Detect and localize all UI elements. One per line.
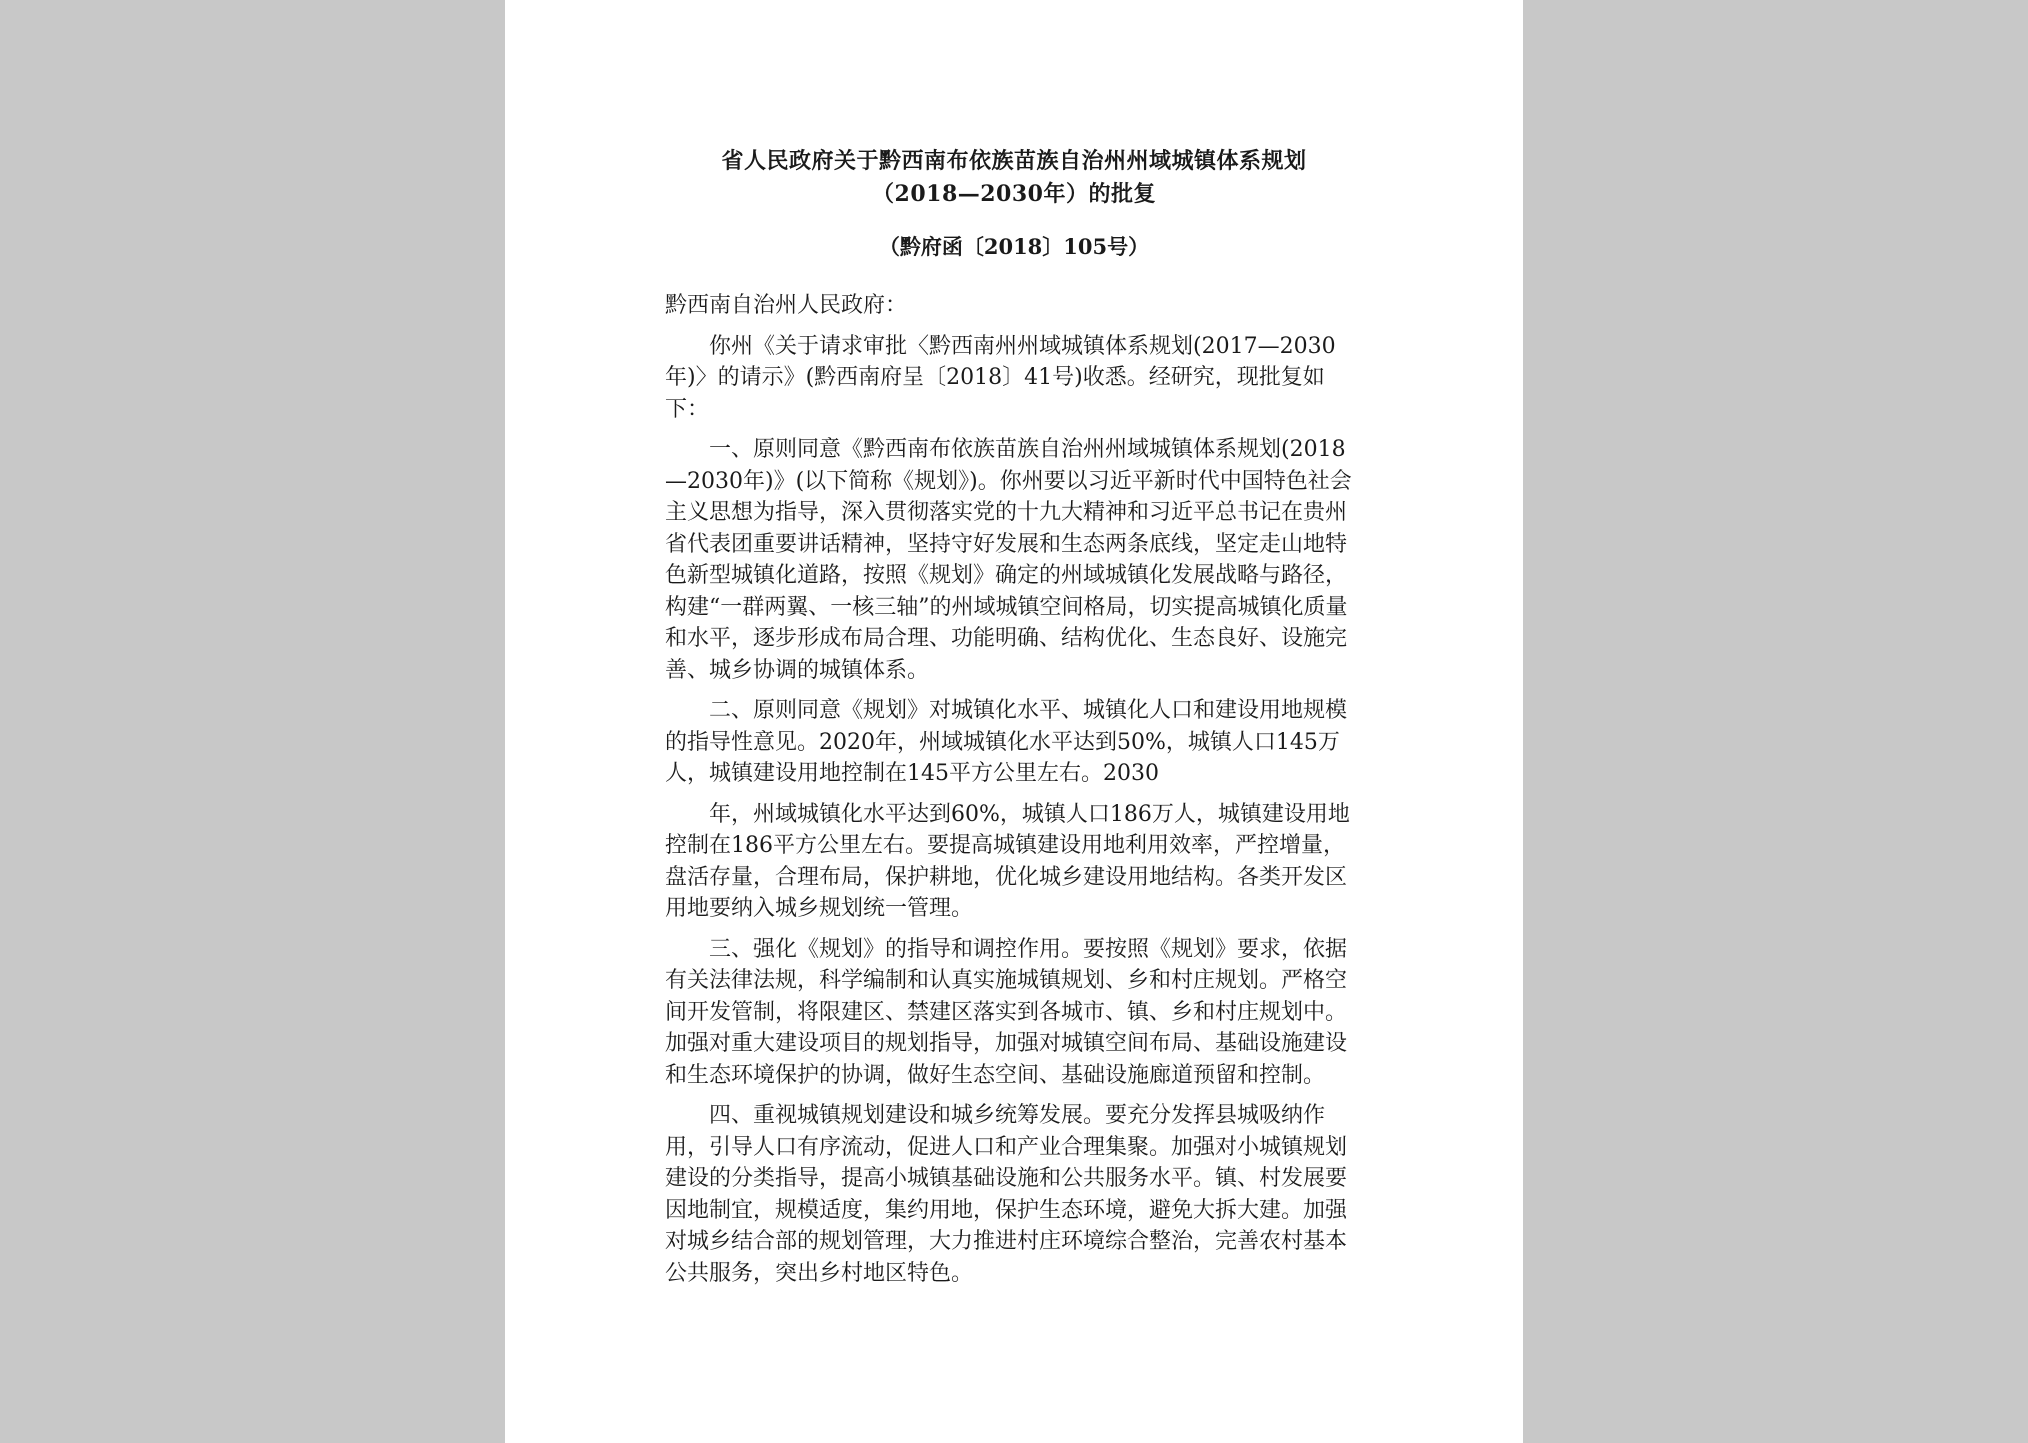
document-number: （黔府函〔2018〕105号）: [878, 234, 1150, 259]
title-line-2: （2018—2030年）的批复: [872, 181, 1156, 207]
salutation: 黔西南自治州人民政府：: [665, 293, 908, 318]
paragraph-one: 一、原则同意《黔西南布依族苗族自治州州域城镇体系规划(2018—2030年)》(以下简称《规划》)。你州要以习近平新时代中国特色社会主义思想为指导，深入贯彻落实党的十九大精神和习近平总书记在贵州省代表团重要讲话精神，坚持守好发展和生态两条底线，坚定走山地特色新型城镇化道路，按照《规划》确定的州域城镇化发展战略与路径，构建“一群两翼、一核三轴”的州域城镇空间格局，切实提高城镇化质量和水平，逐步形成布局合理、功能明确、结构优化、生态良好、设施完善、城乡协调的城镇体系。: [665, 437, 1352, 683]
paragraph-intro: 你州《关于请求审批〈黔西南州州域城镇体系规划(2017—2030年)〉的请示》(黔西南府呈〔2018〕41号)收悉。经研究，现批复如下：: [665, 333, 1336, 422]
paragraph-four: 四、重视城镇规划建设和城乡统筹发展。要充分发挥县城吸纳作用，引导人口有序流动，促进人口和产业合理集聚。加强对小城镇规划建设的分类指导，提高小城镇基础设施和公共服务水平。镇、村发展要因地制宜，规模适度，集约用地，保护生态环境，避免大拆大建。加强对城乡结合部的规划管理，大力推进村庄环境综合整治，完善农村基本公共服务，突出乡村地区特色。: [665, 1103, 1348, 1286]
paragraph-two: 二、原则同意《规划》对城镇化水平、城镇化人口和建设用地规模的指导性意见。2020年，州域城镇化水平达到50%，城镇人口145万人，城镇建设用地控制在145平方公里左右。2030: [665, 698, 1348, 786]
document-page: [505, 0, 1523, 1443]
document-body: [665, 290, 1365, 1298]
paragraph-three: 三、强化《规划》的指导和调控作用。要按照《规划》要求，依据有关法律法规，科学编制和认真实施城镇规划、乡和村庄规划。严格空间开发管制，将限建区、禁建区落实到各城市、镇、乡和村庄规划中。加强对重大建设项目的规划指导，加强对城镇空间布局、基础设施建设和生态环境保护的协调，做好生态空间、基础设施廊道预留和控制。: [665, 936, 1348, 1088]
document-title: [505, 145, 1523, 211]
title-line-1: 省人民政府关于黔西南布依族苗族自治州州域城镇体系规划: [721, 148, 1307, 174]
paragraph-two-continued: 年，州域城镇化水平达到60%，城镇人口186万人，城镇建设用地控制在186平方公里左右。要提高城镇建设用地利用效率，严控增量，盘活存量，合理布局，保护耕地，优化城乡建设用地结构。各类开发区用地要纳入城乡规划统一管理。: [665, 801, 1350, 921]
